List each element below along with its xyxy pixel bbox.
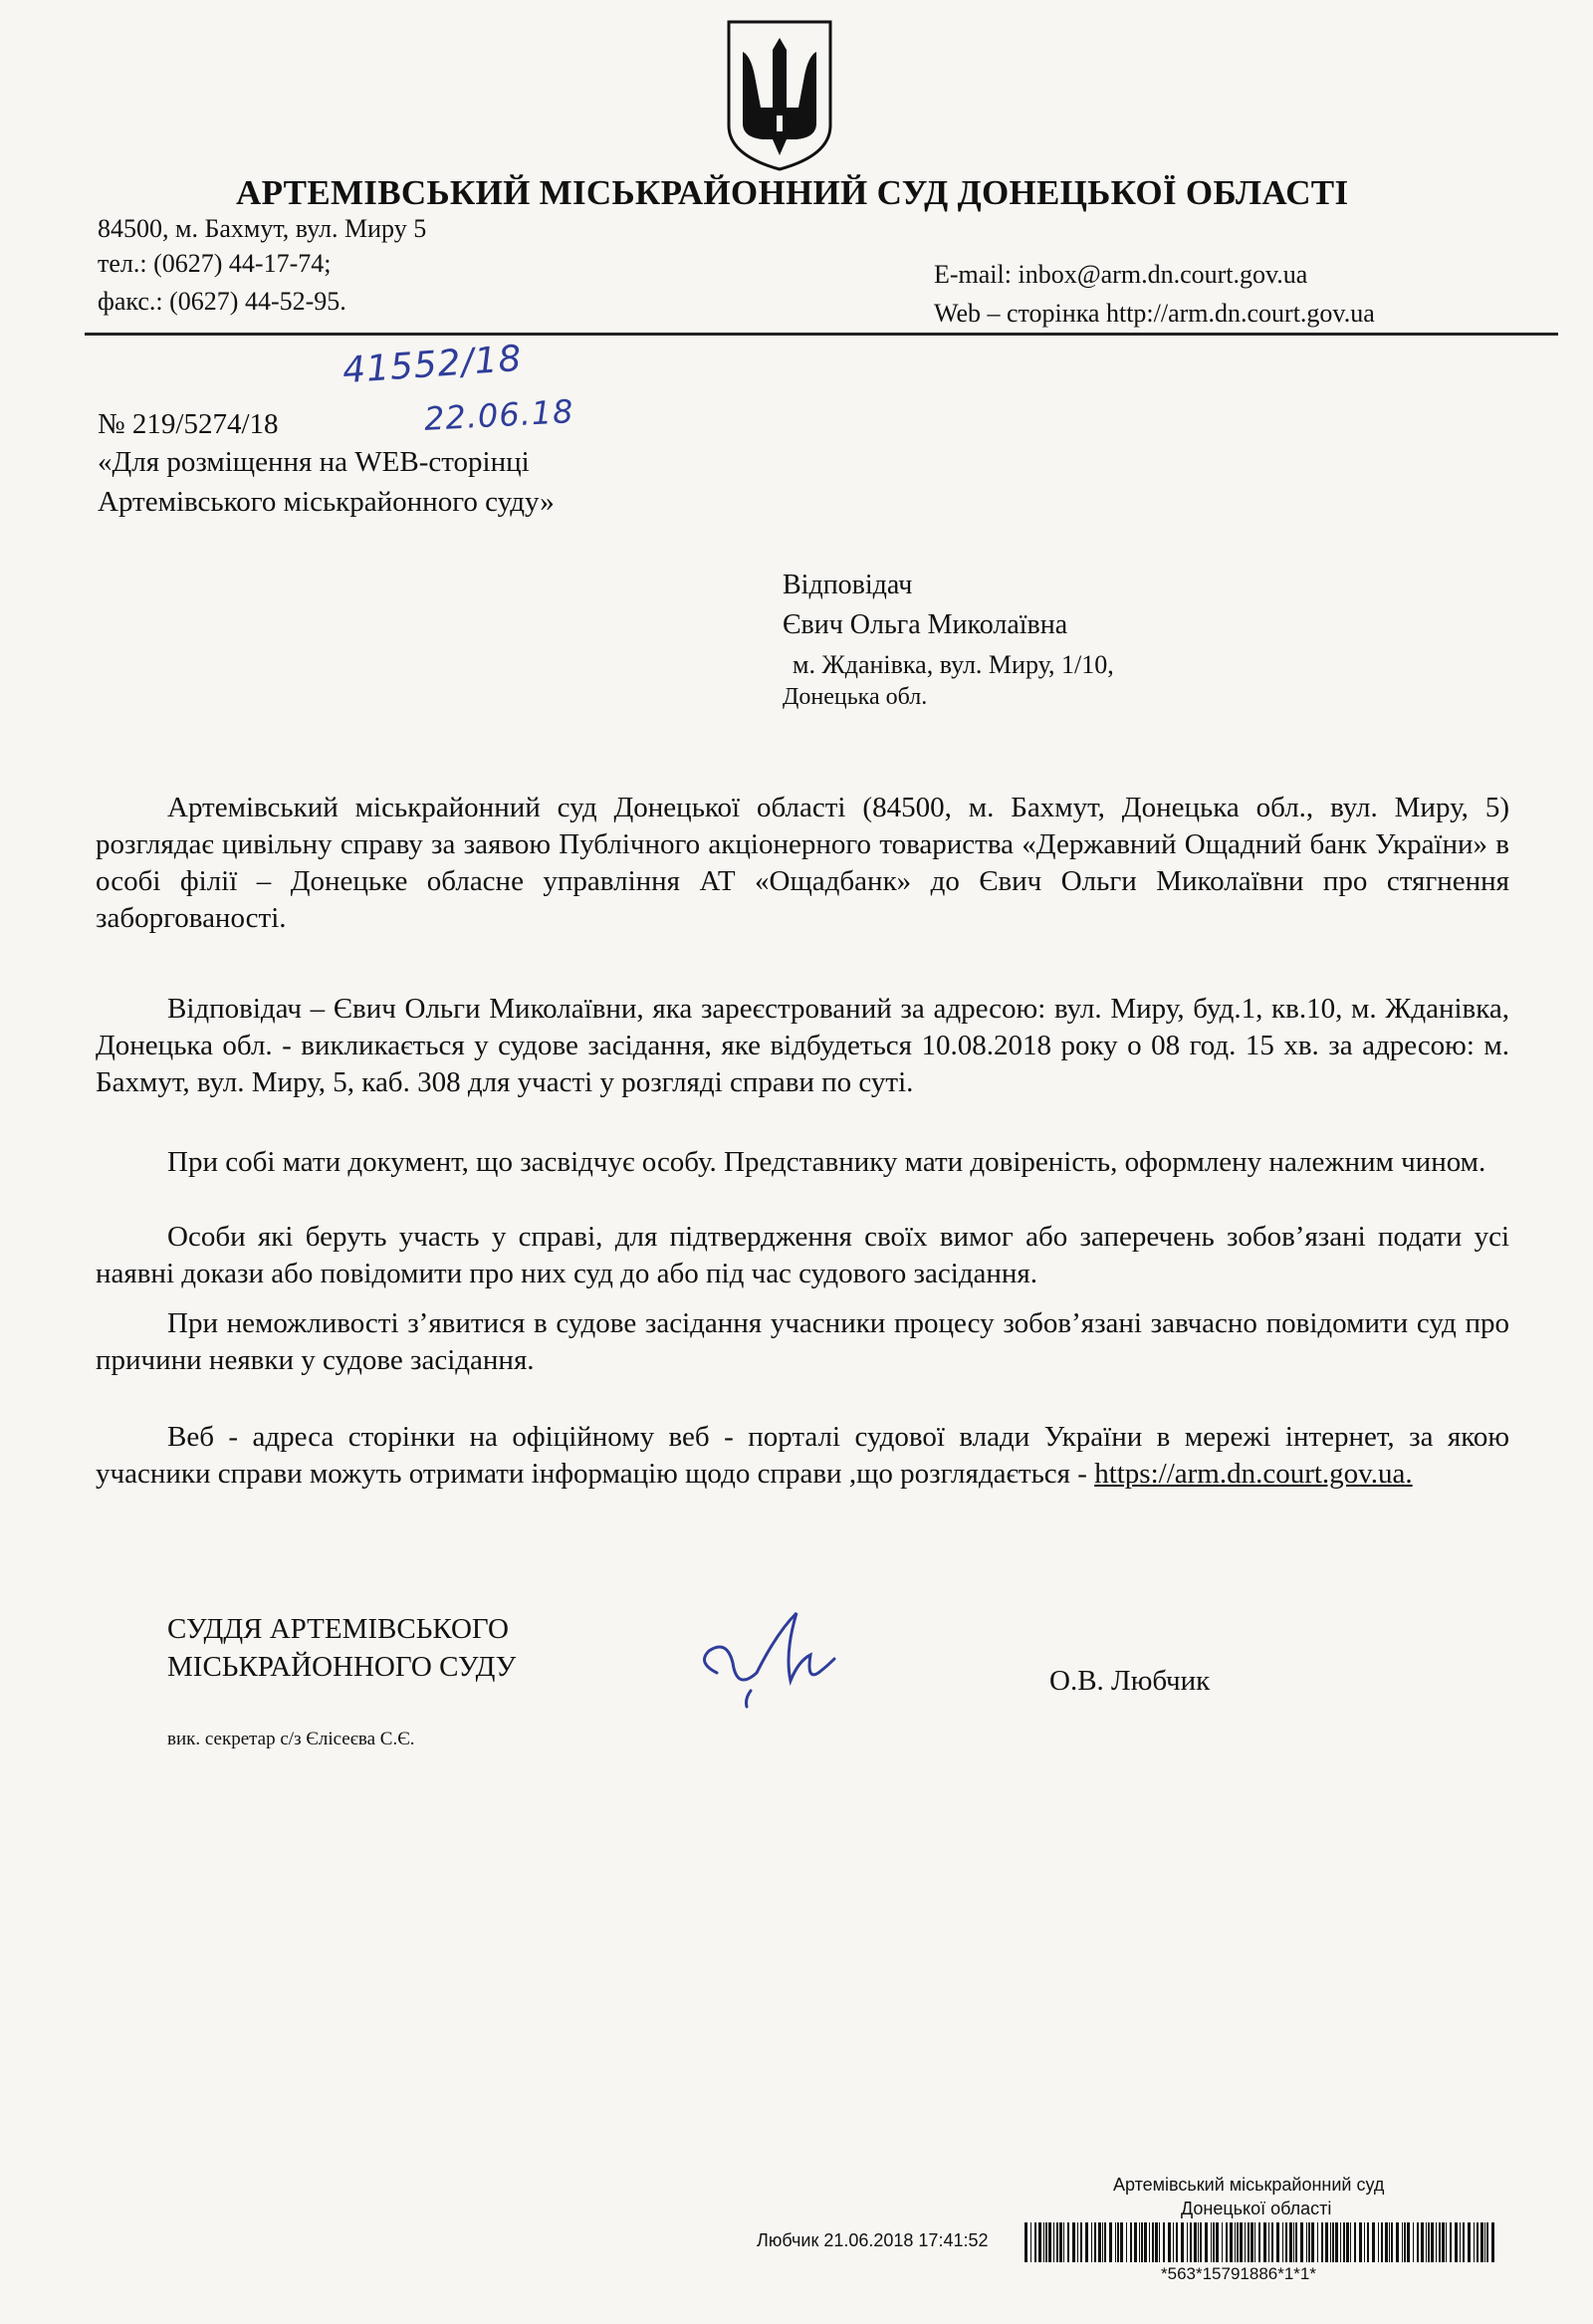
- court-phone: тел.: (0627) 44-17-74;: [98, 249, 332, 278]
- barcode-bar: [1130, 2222, 1132, 2262]
- barcode-bar: [1173, 2222, 1174, 2262]
- stamp-court-line1: Артемівський міськрайонний суд: [1113, 2175, 1385, 2195]
- barcode-bar: [1053, 2222, 1054, 2262]
- barcode-bar: [1152, 2222, 1154, 2262]
- barcode-bar: [1317, 2222, 1318, 2262]
- body-paragraph-documents-text: При собі мати документ, що засвідчує особу. Представнику мати довіреність, оформлену належним чином.: [167, 1146, 1486, 1178]
- case-number: № 219/5274/18: [98, 408, 279, 440]
- barcode-bar: [1080, 2222, 1082, 2262]
- barcode-bar: [1134, 2222, 1137, 2262]
- barcode-bar: [1428, 2222, 1430, 2262]
- body-paragraph-absence-text: При неможливості з’явитися в судове засідання учасники процесу зобов’язані завчасно повідомити суд про причини неявки у судове засідання.: [96, 1307, 1509, 1376]
- barcode-bar: [1094, 2222, 1096, 2262]
- barcode-bar: [1213, 2222, 1215, 2262]
- header-divider: [85, 333, 1558, 336]
- court-secretary: вик. секретар с/з Єлісеєва С.Є.: [167, 1729, 415, 1749]
- recipient-role: Відповідач: [783, 570, 913, 600]
- barcode-bar: [1117, 2222, 1119, 2262]
- body-paragraph-absence: [96, 1305, 1509, 1379]
- barcode-bar: [1446, 2222, 1447, 2262]
- barcode-bar: [1402, 2222, 1403, 2262]
- stamp-timestamp: Любчик 21.06.2018 17:41:52: [757, 2230, 989, 2250]
- barcode-bar: [1024, 2222, 1027, 2262]
- barcode-bar: [1251, 2222, 1253, 2262]
- barcode-bar: [1325, 2222, 1328, 2262]
- barcode-bar: [1477, 2222, 1479, 2262]
- publication-note-line2: Артемівського міськрайонного суду»: [98, 486, 555, 518]
- barcode-bar: [1413, 2222, 1414, 2262]
- barcode-bar: [1332, 2222, 1334, 2262]
- barcode-bar: [1263, 2222, 1266, 2262]
- barcode-bar: [1350, 2222, 1351, 2262]
- barcode-bar: [1491, 2222, 1494, 2262]
- barcode-bar: [1211, 2222, 1212, 2262]
- barcode-bar: [1364, 2222, 1365, 2262]
- barcode-bar: [1056, 2222, 1058, 2262]
- barcode-bar: [1063, 2222, 1064, 2262]
- barcode-bar: [1194, 2222, 1197, 2262]
- barcode-bar: [1396, 2222, 1399, 2262]
- barcode-bar: [1104, 2222, 1106, 2262]
- barcode-bar: [1335, 2222, 1338, 2262]
- barcode-bar: [1067, 2222, 1069, 2262]
- barcode-bar: [1045, 2222, 1047, 2262]
- barcode-bar: [1442, 2222, 1445, 2262]
- barcode-bar: [1216, 2222, 1219, 2262]
- body-paragraph-evidence: [96, 1219, 1509, 1292]
- barcode-bar: [1311, 2222, 1314, 2262]
- barcode-bar: [1077, 2222, 1078, 2262]
- barcode-bar: [1407, 2222, 1410, 2262]
- body-paragraph-evidence-text: Особи які беруть участь у справі, для підтвердження своїх вимог або заперечень зобов’язані подати усі наявні докази або повідомити про них суд до або під час судового засідання.: [96, 1221, 1509, 1289]
- judge-title-line1: СУДДЯ АРТЕМІВСЬКОГО: [167, 1613, 509, 1645]
- barcode-caption: *563*15791886*1*1*: [1161, 2264, 1316, 2283]
- barcode-bar: [1330, 2222, 1331, 2262]
- barcode-bar: [1144, 2222, 1147, 2262]
- barcode-bar: [1030, 2222, 1031, 2262]
- barcode-bar: [1308, 2222, 1310, 2262]
- barcode-bar: [1450, 2222, 1452, 2262]
- barcode-bar: [1237, 2222, 1239, 2262]
- recipient-address-line2: Донецька обл.: [783, 684, 928, 710]
- barcode-bar: [1085, 2222, 1088, 2262]
- body-paragraph-case-text: Артемівський міськрайонний суд Донецької області (84500, м. Бахмут, Донецька обл., вул. Миру, 5) розглядає цивільну справу за заявою Публічного акціонерного товариства «Державний Ощадний банк України» в особі філії – Донецьке обласне управління АТ «Ощадбанк» до Євич Ольги Миколаївни про стягнення заборгованості.: [96, 792, 1509, 934]
- barcode-bar: [1276, 2222, 1279, 2262]
- recipient-address-line1: м. Жданівка, вул. Миру, 1/10,: [793, 650, 1114, 679]
- barcode-bar: [1289, 2222, 1292, 2262]
- barcode-bar: [1258, 2222, 1260, 2262]
- barcode-bar: [1321, 2222, 1323, 2262]
- barcode-bar: [1306, 2222, 1307, 2262]
- barcode-bar: [1240, 2222, 1243, 2262]
- barcode-bar: [1048, 2222, 1051, 2262]
- barcode-bar: [1480, 2222, 1483, 2262]
- recipient-name: Євич Ольга Миколаївна: [783, 609, 1068, 640]
- barcode-bar: [1293, 2222, 1294, 2262]
- body-paragraph-case: [96, 790, 1509, 937]
- barcode-bar: [1126, 2222, 1127, 2262]
- barcode-bar: [1043, 2222, 1044, 2262]
- barcode-bar: [1460, 2222, 1461, 2262]
- barcode-bar: [1034, 2222, 1036, 2262]
- court-address: 84500, м. Бахмут, вул. Миру 5: [98, 214, 427, 243]
- barcode-bar: [1059, 2222, 1062, 2262]
- barcode-bar: [1359, 2222, 1362, 2262]
- barcode-bar: [1141, 2222, 1143, 2262]
- barcode-bar: [1381, 2222, 1383, 2262]
- barcode-bar: [1200, 2222, 1202, 2262]
- barcode-bar: [1254, 2222, 1255, 2262]
- barcode-bar: [1468, 2222, 1471, 2262]
- barcode-bar: [1159, 2222, 1160, 2262]
- barcode-bar: [1426, 2222, 1427, 2262]
- barcode-bar: [1436, 2222, 1437, 2262]
- barcode-bar: [1091, 2222, 1092, 2262]
- barcode-bar: [1245, 2222, 1246, 2262]
- court-fax: факс.: (0627) 44-52-95.: [98, 287, 346, 316]
- barcode-bar: [1367, 2222, 1369, 2262]
- barcode-bar: [1421, 2222, 1424, 2262]
- body-paragraph-summons-text: Відповідач – Євич Ольги Миколаївни, яка зареєстрований за адресою: вул. Миру, буд.1, кв.10, м. Жданівка, Донецька обл. - викликається у судове засідання, яке відбудеться 10.08.2018 року о 08 год. 15 хв. за адресою: м. Бахмут, вул. Миру, 5, каб. 308 для участі у розгляді справи по суті.: [96, 993, 1509, 1098]
- barcode-bar: [1155, 2222, 1158, 2262]
- barcode-bar: [1463, 2222, 1465, 2262]
- barcode-bar: [1038, 2222, 1041, 2262]
- court-email: E-mail: inbox@arm.dn.court.gov.ua: [934, 260, 1308, 289]
- barcode-bar: [1340, 2222, 1341, 2262]
- barcode-bar: [1486, 2222, 1488, 2262]
- barcode-bar: [1484, 2222, 1485, 2262]
- court-portal-link[interactable]: https://arm.dn.court.gov.ua.: [1094, 1458, 1413, 1490]
- registration-barcode: [1024, 2222, 1496, 2262]
- barcode-bar: [1389, 2222, 1390, 2262]
- stamp-court-line2: Донецької області: [1181, 2199, 1332, 2218]
- barcode-bar: [1230, 2222, 1233, 2262]
- body-paragraph-documents: [96, 1144, 1509, 1181]
- barcode-bar: [1295, 2222, 1297, 2262]
- barcode-bar: [1285, 2222, 1287, 2262]
- barcode-bar: [1190, 2222, 1192, 2262]
- barcode-bar: [1098, 2222, 1101, 2262]
- barcode-bar: [1439, 2222, 1441, 2262]
- barcode-bar: [1268, 2222, 1269, 2262]
- barcode-bar: [1168, 2222, 1171, 2262]
- barcode-bar: [1235, 2222, 1236, 2262]
- publication-note-line1: «Для розміщення на WEB-сторінці: [98, 446, 530, 478]
- barcode-bar: [1378, 2222, 1379, 2262]
- barcode-bar: [1181, 2222, 1184, 2262]
- barcode-bar: [1248, 2222, 1250, 2262]
- body-paragraph-summons: [96, 991, 1509, 1101]
- barcode-bar: [1176, 2222, 1178, 2262]
- barcode-bar: [1109, 2222, 1112, 2262]
- barcode-bar: [1102, 2222, 1103, 2262]
- judge-title-line2: МІСЬКРАЙОННОГО СУДУ: [167, 1651, 517, 1683]
- barcode-bar: [1072, 2222, 1075, 2262]
- barcode-bar: [1139, 2222, 1140, 2262]
- barcode-bar: [1343, 2222, 1345, 2262]
- barcode-bar: [1404, 2222, 1406, 2262]
- barcode-bar: [1417, 2222, 1419, 2262]
- barcode-bar: [1271, 2222, 1273, 2262]
- barcode-bar: [1187, 2222, 1188, 2262]
- barcode-bar: [1372, 2222, 1375, 2262]
- barcode-bar: [1282, 2222, 1283, 2262]
- handwritten-signature: [687, 1603, 866, 1713]
- barcode-bar: [1346, 2222, 1349, 2262]
- court-name-heading: АРТЕМІВСЬКИЙ МІСЬКРАЙОННИЙ СУД ДОНЕЦЬКОЇ ОБЛАСТІ: [236, 173, 1349, 212]
- court-website: Web – сторінка http://arm.dn.court.gov.ua: [934, 299, 1375, 328]
- barcode-bar: [1149, 2222, 1150, 2262]
- barcode-bar: [1354, 2222, 1356, 2262]
- handwritten-registration-number: 41552/18: [341, 338, 524, 392]
- barcode-bar: [1205, 2222, 1208, 2262]
- barcode-bar: [1198, 2222, 1199, 2262]
- barcode-bar: [1300, 2222, 1303, 2262]
- body-paragraph-website-text: Веб - адреса сторінки на офіційному веб - порталі судової влади України в мережі інтернет, за якою учасники справи можуть отримати інформацію щодо справи ,що розглядається -: [96, 1421, 1509, 1490]
- barcode-bar: [1431, 2222, 1434, 2262]
- judge-name: О.В. Любчик: [1049, 1665, 1211, 1697]
- barcode-bar: [1385, 2222, 1388, 2262]
- barcode-bar: [1455, 2222, 1458, 2262]
- handwritten-registration-date: 22.06.18: [423, 392, 575, 438]
- body-paragraph-website: [96, 1419, 1509, 1493]
- barcode-bar: [1163, 2222, 1165, 2262]
- barcode-bar: [1226, 2222, 1228, 2262]
- barcode-bar: [1120, 2222, 1123, 2262]
- barcode-bar: [1391, 2222, 1393, 2262]
- barcode-bar: [1474, 2222, 1475, 2262]
- barcode-bar: [1222, 2222, 1223, 2262]
- barcode-bar: [1115, 2222, 1116, 2262]
- coat-of-arms-emblem: [721, 16, 838, 173]
